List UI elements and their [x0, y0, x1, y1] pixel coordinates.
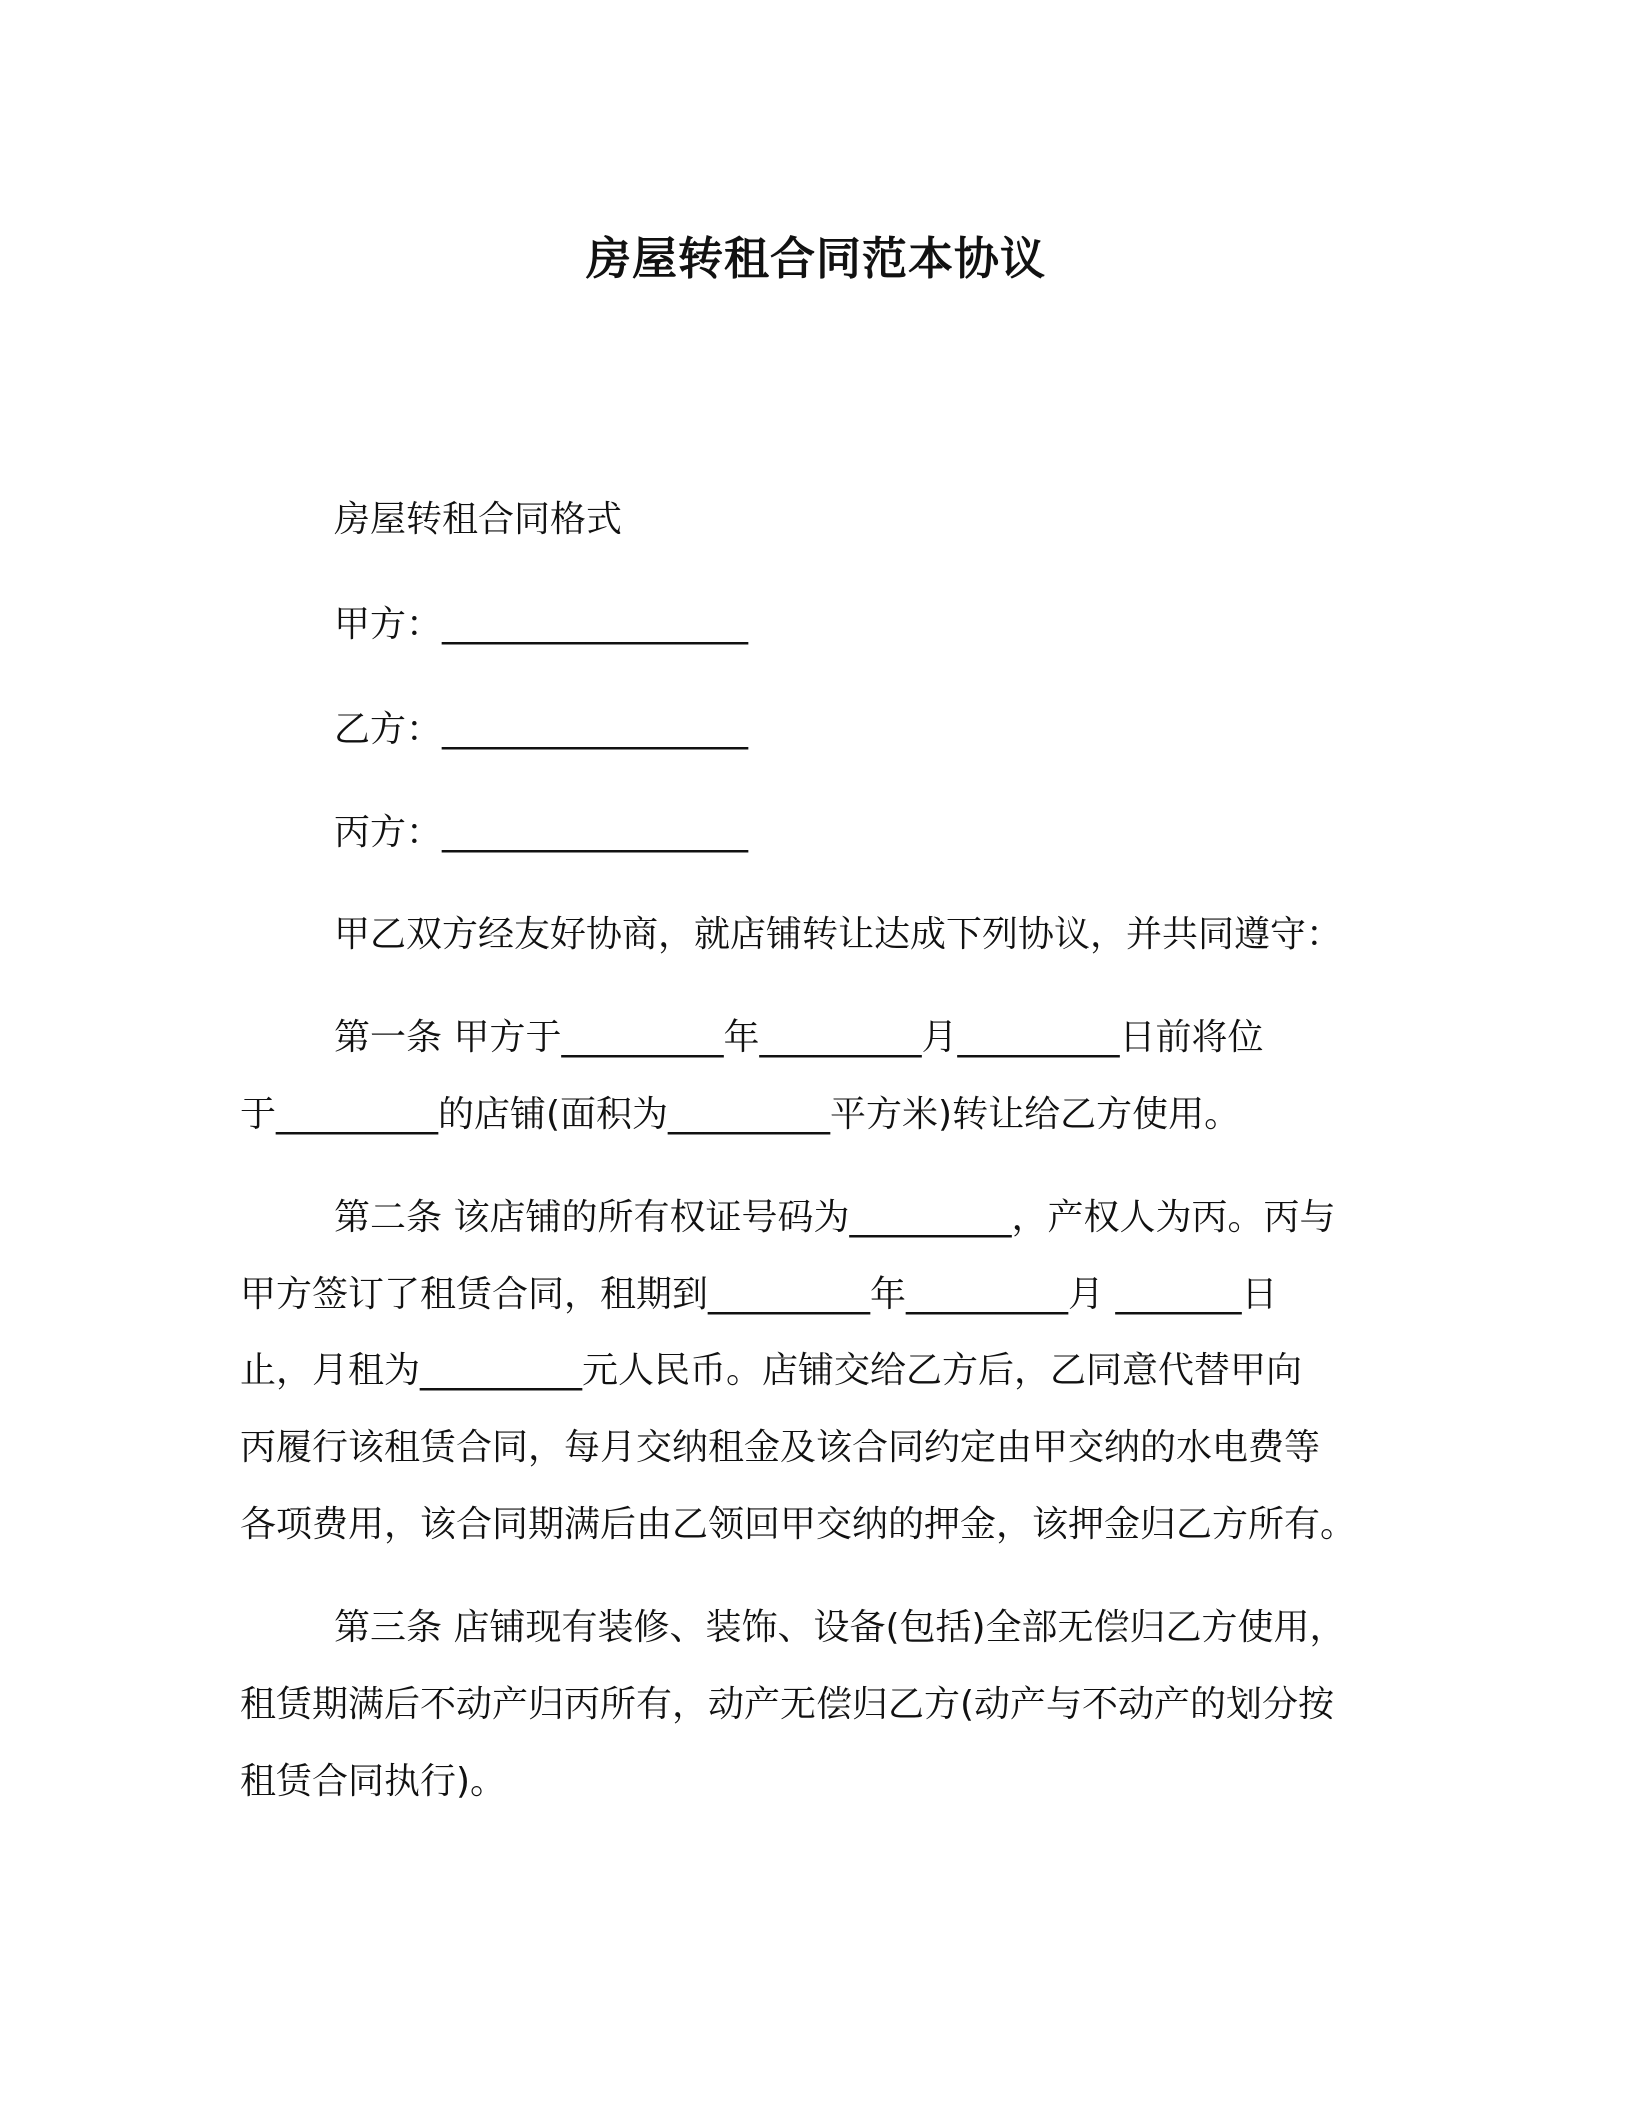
article-2-line-3: 止，月租为_________元人民币。店铺交给乙方后，乙同意代替甲向 — [240, 1350, 1303, 1391]
article-3-line-2: 租赁期满后不动产归丙所有，动产无偿归乙方(动产与不动产的划分按 — [240, 1684, 1335, 1725]
party-b-line: 乙方：_________________ — [334, 709, 749, 750]
article-2-line-2: 甲方签订了租赁合同，租期到_________年_________月 _______日 — [240, 1274, 1278, 1315]
article-1-line-1: 第一条 甲方于_________年_________月_________日前将位 — [334, 1017, 1264, 1058]
article-3-line-1: 第三条 店铺现有装修、装饰、设备(包括)全部无偿归乙方使用， — [334, 1607, 1346, 1648]
article-1-line-2: 于_________的店铺(面积为_________平方米)转让给乙方使用。 — [240, 1094, 1241, 1135]
party-a-line: 甲方：_________________ — [334, 604, 749, 645]
agreement-intro: 甲乙双方经友好协商，就店铺转让达成下列协议，并共同遵守： — [334, 914, 1343, 955]
party-c-line: 丙方：_________________ — [334, 812, 749, 853]
article-2-line-4: 丙履行该租赁合同，每月交纳租金及该合同约定由甲交纳的水电费等 — [240, 1427, 1321, 1468]
document-title: 房屋转租合同范本协议 — [585, 232, 1046, 285]
document-subtitle: 房屋转租合同格式 — [334, 499, 623, 540]
article-2-line-1: 第二条 该店铺的所有权证号码为_________，产权人为丙。丙与 — [334, 1197, 1336, 1238]
article-2-line-5: 各项费用，该合同期满后由乙领回甲交纳的押金，该押金归乙方所有。 — [240, 1504, 1357, 1545]
article-3-line-3: 租赁合同执行)。 — [240, 1761, 507, 1802]
